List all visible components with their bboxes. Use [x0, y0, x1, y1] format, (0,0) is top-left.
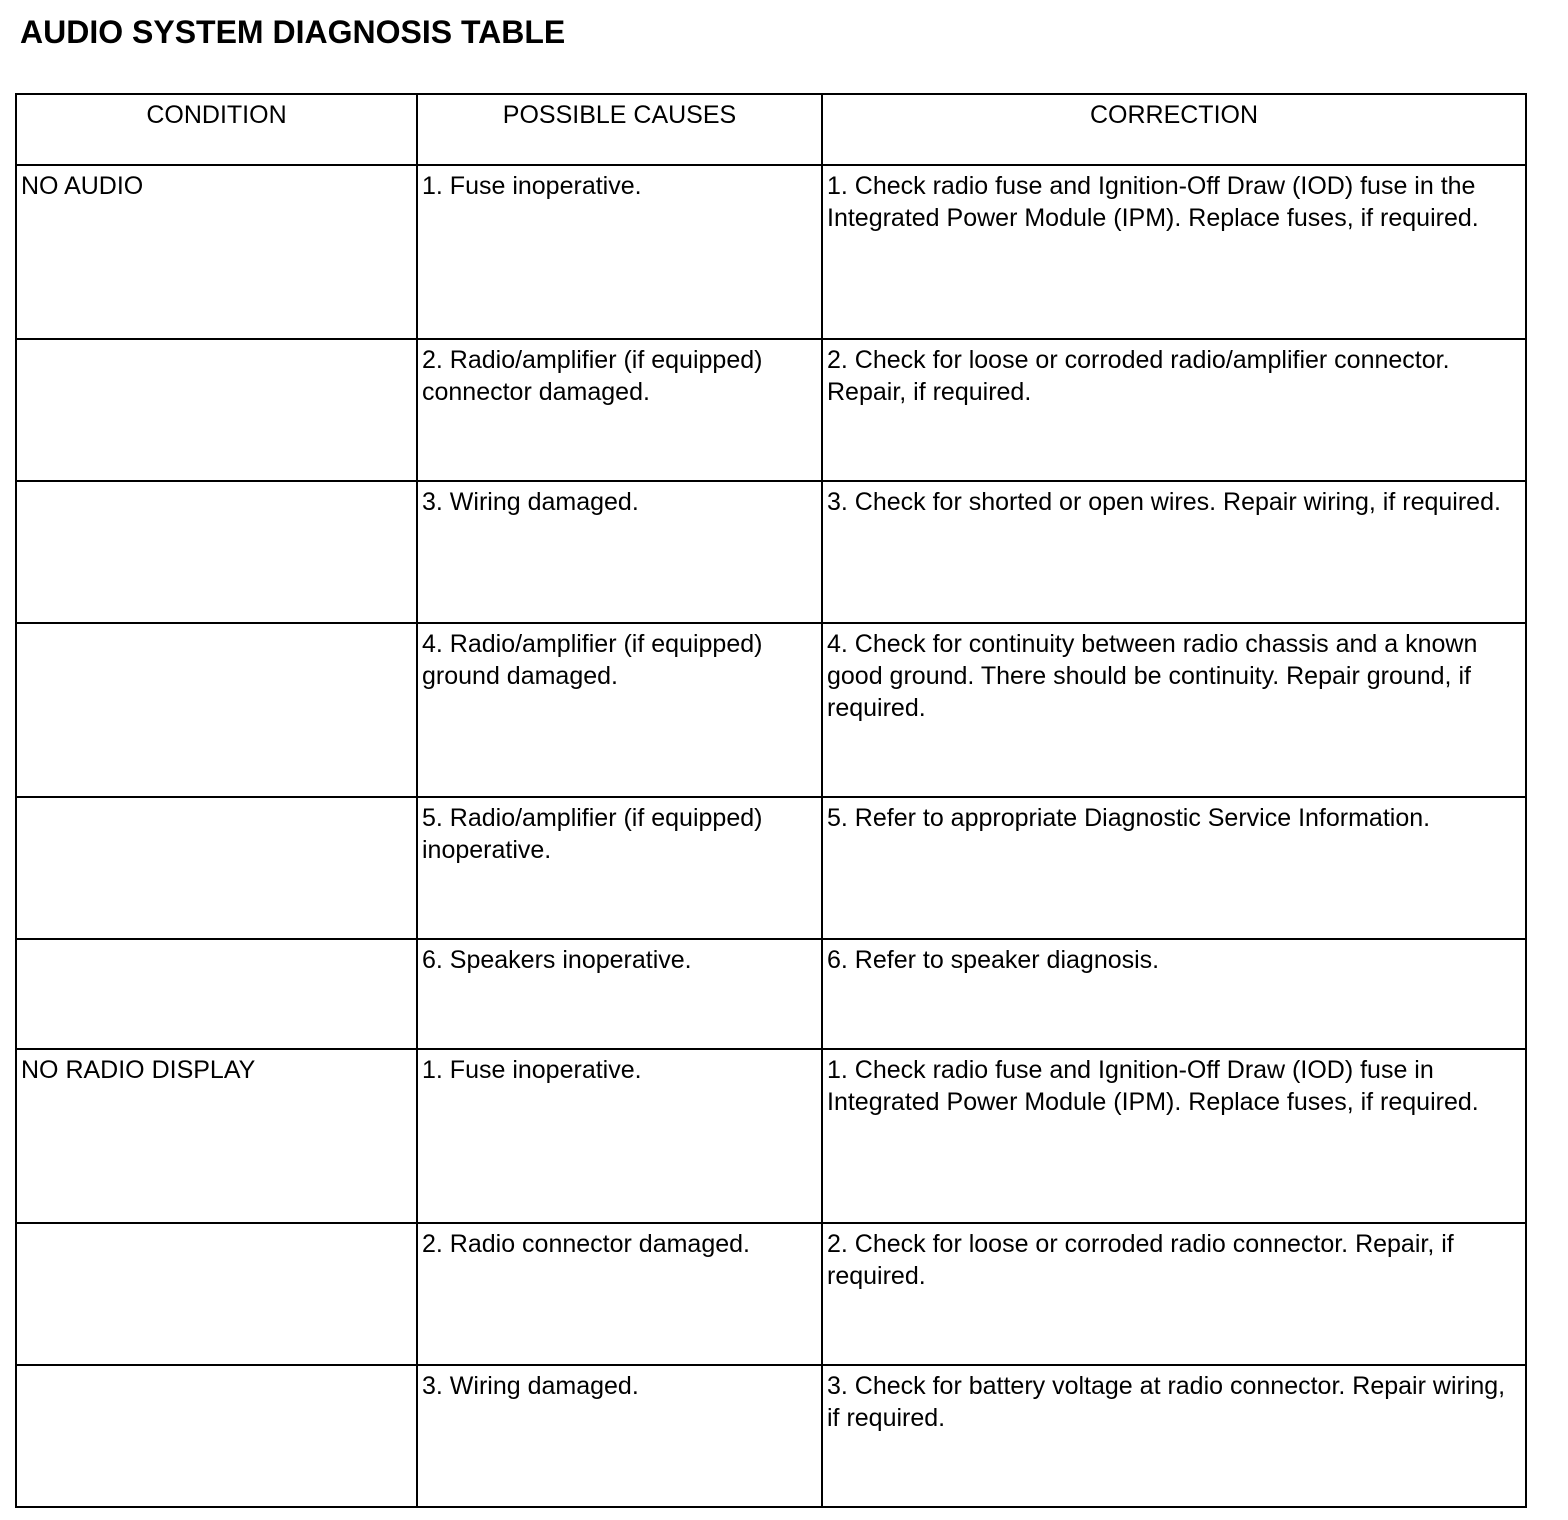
cause-cell: 6. Speakers inoperative. [417, 939, 822, 1049]
correction-cell: 5. Refer to appropriate Diagnostic Service Information. [822, 797, 1526, 939]
condition-cell [16, 339, 417, 481]
cause-cell: 2. Radio connector damaged. [417, 1223, 822, 1365]
condition-cell [16, 623, 417, 797]
header-possible-causes: POSSIBLE CAUSES [417, 94, 822, 165]
cause-cell: 3. Wiring damaged. [417, 1365, 822, 1507]
correction-cell: 3. Check for battery voltage at radio connector. Repair wiring, if required. [822, 1365, 1526, 1507]
cause-cell: 5. Radio/amplifier (if equipped) inoperative. [417, 797, 822, 939]
table-row [16, 797, 1526, 939]
condition-cell: NO RADIO DISPLAY [16, 1049, 417, 1223]
cause-cell: 4. Radio/amplifier (if equipped) ground damaged. [417, 623, 822, 797]
correction-cell: 2. Check for loose or corroded radio/amplifier connector. Repair, if required. [822, 339, 1526, 481]
table-row [16, 165, 1526, 339]
condition-cell [16, 797, 417, 939]
table-row [16, 1223, 1526, 1365]
diagnosis-table [15, 93, 1527, 1508]
condition-cell [16, 1223, 417, 1365]
document-title: AUDIO SYSTEM DIAGNOSIS TABLE [20, 14, 566, 50]
table-row [16, 481, 1526, 623]
condition-cell [16, 939, 417, 1049]
table-row [16, 1049, 1526, 1223]
cause-cell: 1. Fuse inoperative. [417, 1049, 822, 1223]
table-row [16, 623, 1526, 797]
correction-cell: 2. Check for loose or corroded radio connector. Repair, if required. [822, 1223, 1526, 1365]
table-row [16, 339, 1526, 481]
header-condition: CONDITION [16, 94, 417, 165]
condition-cell [16, 1365, 417, 1507]
header-correction: CORRECTION [822, 94, 1526, 165]
correction-cell: 1. Check radio fuse and Ignition-Off Draw (IOD) fuse in Integrated Power Module (IPM). Replace fuses, if required. [822, 1049, 1526, 1223]
table-row [16, 939, 1526, 1049]
condition-cell: NO AUDIO [16, 165, 417, 339]
table-header-row [16, 94, 1526, 165]
cause-cell: 2. Radio/amplifier (if equipped) connector damaged. [417, 339, 822, 481]
condition-cell [16, 481, 417, 623]
correction-cell: 4. Check for continuity between radio chassis and a known good ground. There should be continuity. Repair ground, if required. [822, 623, 1526, 797]
correction-cell: 1. Check radio fuse and Ignition-Off Draw (IOD) fuse in the Integrated Power Module (IPM). Replace fuses, if required. [822, 165, 1526, 339]
cause-cell: 3. Wiring damaged. [417, 481, 822, 623]
table-row [16, 1365, 1526, 1507]
correction-cell: 6. Refer to speaker diagnosis. [822, 939, 1526, 1049]
correction-cell: 3. Check for shorted or open wires. Repair wiring, if required. [822, 481, 1526, 623]
cause-cell: 1. Fuse inoperative. [417, 165, 822, 339]
